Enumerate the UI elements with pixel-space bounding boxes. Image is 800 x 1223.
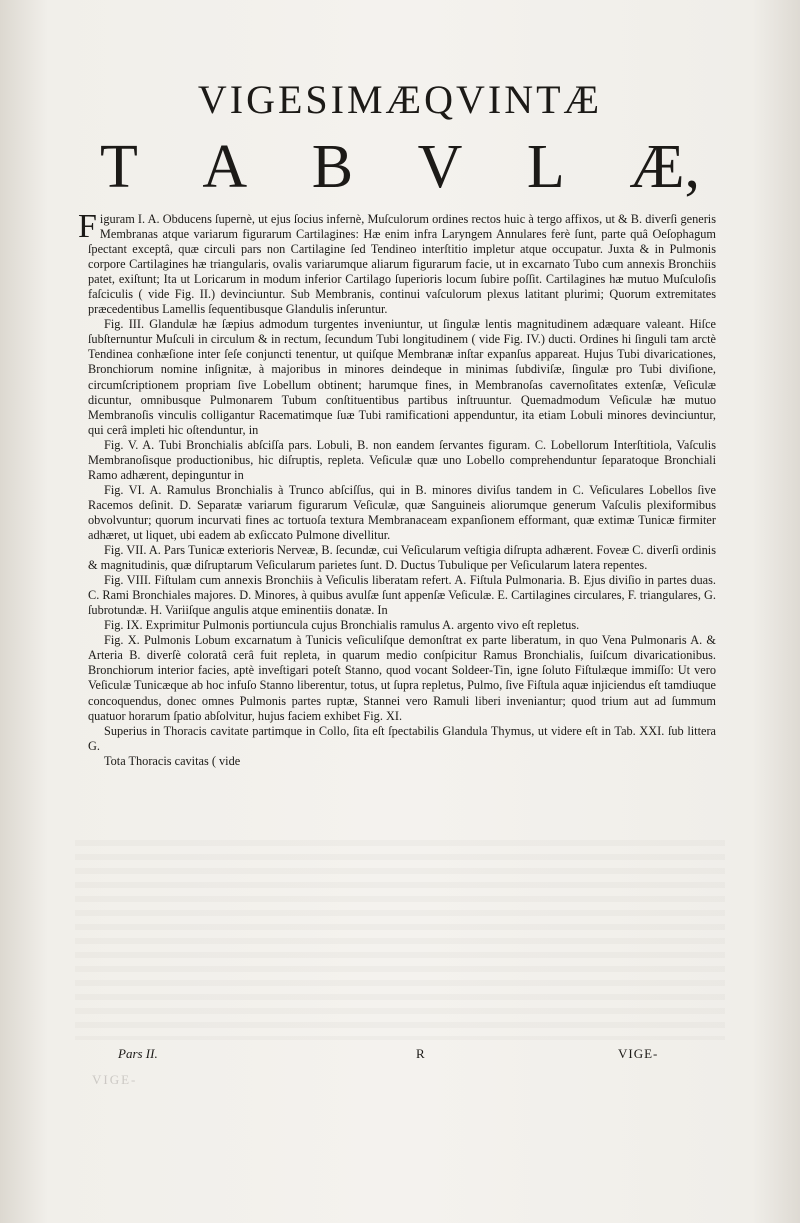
title-letter: T: [100, 133, 138, 201]
paragraph-9: Superius in Thoracis cavitate partimque in Collo, ſita eſt ſpectabilis Glandula Thymus, ut videre eſt in Tab. XXI. ſub littera G.: [88, 723, 716, 753]
paragraph-10: Tota Thoracis cavitas ( vide: [104, 753, 241, 768]
gathering-letter: R: [416, 1046, 425, 1061]
paragraph-4: Fig. VI. A. Ramulus Bronchialis à Trunco abſciſſus, qui in B. minores diviſus tandem in C. Veſiculares Lobellos ſive Racemos deſinit. D. Separatæ variarum figurarum Veſiculæ, quæ Sanguineis aliorumque generum Vaſculis plexiformibus obvolvuntur; quorum incurvati fines ac tortuoſa textura Membranaceam expanſionem efformant, quæ extimæ Tunicæ firmiter adhæret, ut liquet, ubi eadem ab exſiccato Pulmone divellitur.: [88, 482, 716, 542]
title-letter: L: [526, 133, 565, 201]
show-through-catchword: VIGE-: [92, 1072, 138, 1087]
show-through-texture: [75, 840, 725, 1040]
body-text: [78, 208, 716, 769]
paragraph-8: Fig. X. Pulmonis Lobum excarnatum à Tunicis veſiculiſque demonſtrat ex parte liberatum, in quo Vena Pulmonaris A. & Arteria B. diverſè coloratâ cerâ fuit repleta, in quarum medio conſpicitur Ramus Bronchialis, ſuiſcum divaricationibus. Bronchiorum interior facies, aptè inveſtigari poteſt Stanno, quod vocant Soldeer-Tin, igne ſoluto Fiſtulæque immiſſo: Ut vero Veſiculæ Tunicæque ab hoc infuſo Stanno liberentur, totus, ut ſupra repletus, Pulmo, ſive Fiſtula aquæ injiciendus eſt tamdiuque concoquendus, donec omnes Pulmonis partes ruptæ, Stannei vero Ramuli liberi inveniantur; quod trium aut ad ſummum quatuor horarum ſpatio abſolvitur, hujus faciem exhibet Fig. XI.: [88, 633, 716, 723]
paragraph-5: Fig. VII. A. Pars Tunicæ exterioris Nerveæ, B. ſecundæ, cui Veſicularum veſtigia diſrupta adhærent. Foveæ C. diverſi ordinis & magnitudinis, quæ diſruptarum Veſicularum parietes ſunt. D. Ductus Tubulique per Veſicularum latera repentes.: [88, 543, 716, 573]
paragraph-3: Fig. V. A. Tubi Bronchialis abſciſſa pars. Lobuli, B. non eandem ſervantes figuram. C. Lobellorum Interſtitiola, Vaſculis Membranoſisque productionibus, hic diſruptis, repleta. Veſiculæ quæ uno Lobello comprehenduntur ſeparatoque Bronchiali Ramo adhærent, depinguntur in: [88, 437, 716, 482]
title-letter: V: [417, 133, 463, 201]
title-line-1: VIGESIMÆQVINTÆ: [197, 77, 603, 122]
title-letter: A: [202, 133, 248, 201]
drop-cap: F: [78, 208, 97, 245]
paragraph-2: Fig. III. Glandulæ hæ ſæpius admodum turgentes inveniuntur, ut ſingulæ lentis magnitudinem adæquare valeant. Hiſce ſubſternuntur Muſculi in circulum & in rectum, ſecundum Tubi longitudinem ( vide Fig. IV.) ducti. Ordines hi ſinguli tam arctè Tendinea conhæſione inter ſeſe conjuncti tenentur, ut quiſque Membranæ inſtar expanſus appareat. Hujus Tubi divaricationes, Bronchiorum nomine inſignitæ, à majoribus in minores deindeque in minimas ſubdiviſæ, ſingulæ pro Tubi diviſione, circumſcriptionem propriam ſive Lobellum obtinent; harumque fines, in Membranoſas cavernoſitates extenſæ, Veſiculæ dicuntur, omnibusque Pulmonarem Tubum conſtituentibus partibus inſtruuntur. Quemadmodum Veſiculæ hæ mutuo Membranoſis vinculis colligantur Racematimque ſuæ Tubi ramificationi appenduntur, ita etiam Lobuli minores devinciuntur, qui cerâ impleti hic oſtenduntur, in: [88, 317, 716, 437]
title-letter: Æ,: [629, 133, 700, 201]
title-letter: B: [311, 133, 354, 201]
paragraph-7: Fig. IX. Exprimitur Pulmonis portiuncula cujus Bronchialis ramulus A. argento vivo eſt repletus.: [104, 618, 580, 633]
signature-mark: Pars II.: [118, 1046, 158, 1061]
title-line-2: [100, 132, 700, 202]
catchword: VIGE-: [618, 1046, 659, 1061]
paragraph-1: Figuram I. A. Obducens ſupernè, ut ejus ſocius infernè, Muſculorum ordines rectos huic à tergo affixos, ut & B. diverſi generis Membranas atque variarum figurarum Cartilagines: Hæ enim infra Laryngem Annulares ferè ſunt, parte quâ Oeſophagum ſpectant exceptâ, quæ circuli pars non Cartilagine ſed Tendineo interſtitio impletur atque occupatur. Juxta & in Pulmonis corpore Cartilagines hæ triangularis, ovalis variarumque aliarum figurarum facie, ut in excarnato Tubo cum annexis Bronchiis patet, exiſtunt; Ita ut Loricarum in modum inferior Cartilago ſuperioris locum ſubire poſſit. Cartilagines hæ mutuo Muſculoſis faſciculis ( vide Fig. II.) devinciuntur. Sub Membranis, continui vaſculorum plexus latitant plurimi; Quorum extremitates præcedentibus Lamellis ſequentibusque Glandulis inſeruntur.: [78, 208, 716, 317]
paragraph-6: Fig. VIII. Fiſtulam cum annexis Bronchiis à Veſiculis liberatam refert. A. Fiſtula Pulmonaria. B. Ejus diviſio in partes duas. C. Rami Bronchiales majores. D. Minores, à quibus avulſæ ſunt appenſæ Veſiculæ. E. Cartilagines circulares, F. triangulares, G. ſubrotundæ. H. Variiſque angulis atque eminentiis donatæ. In: [88, 573, 716, 618]
